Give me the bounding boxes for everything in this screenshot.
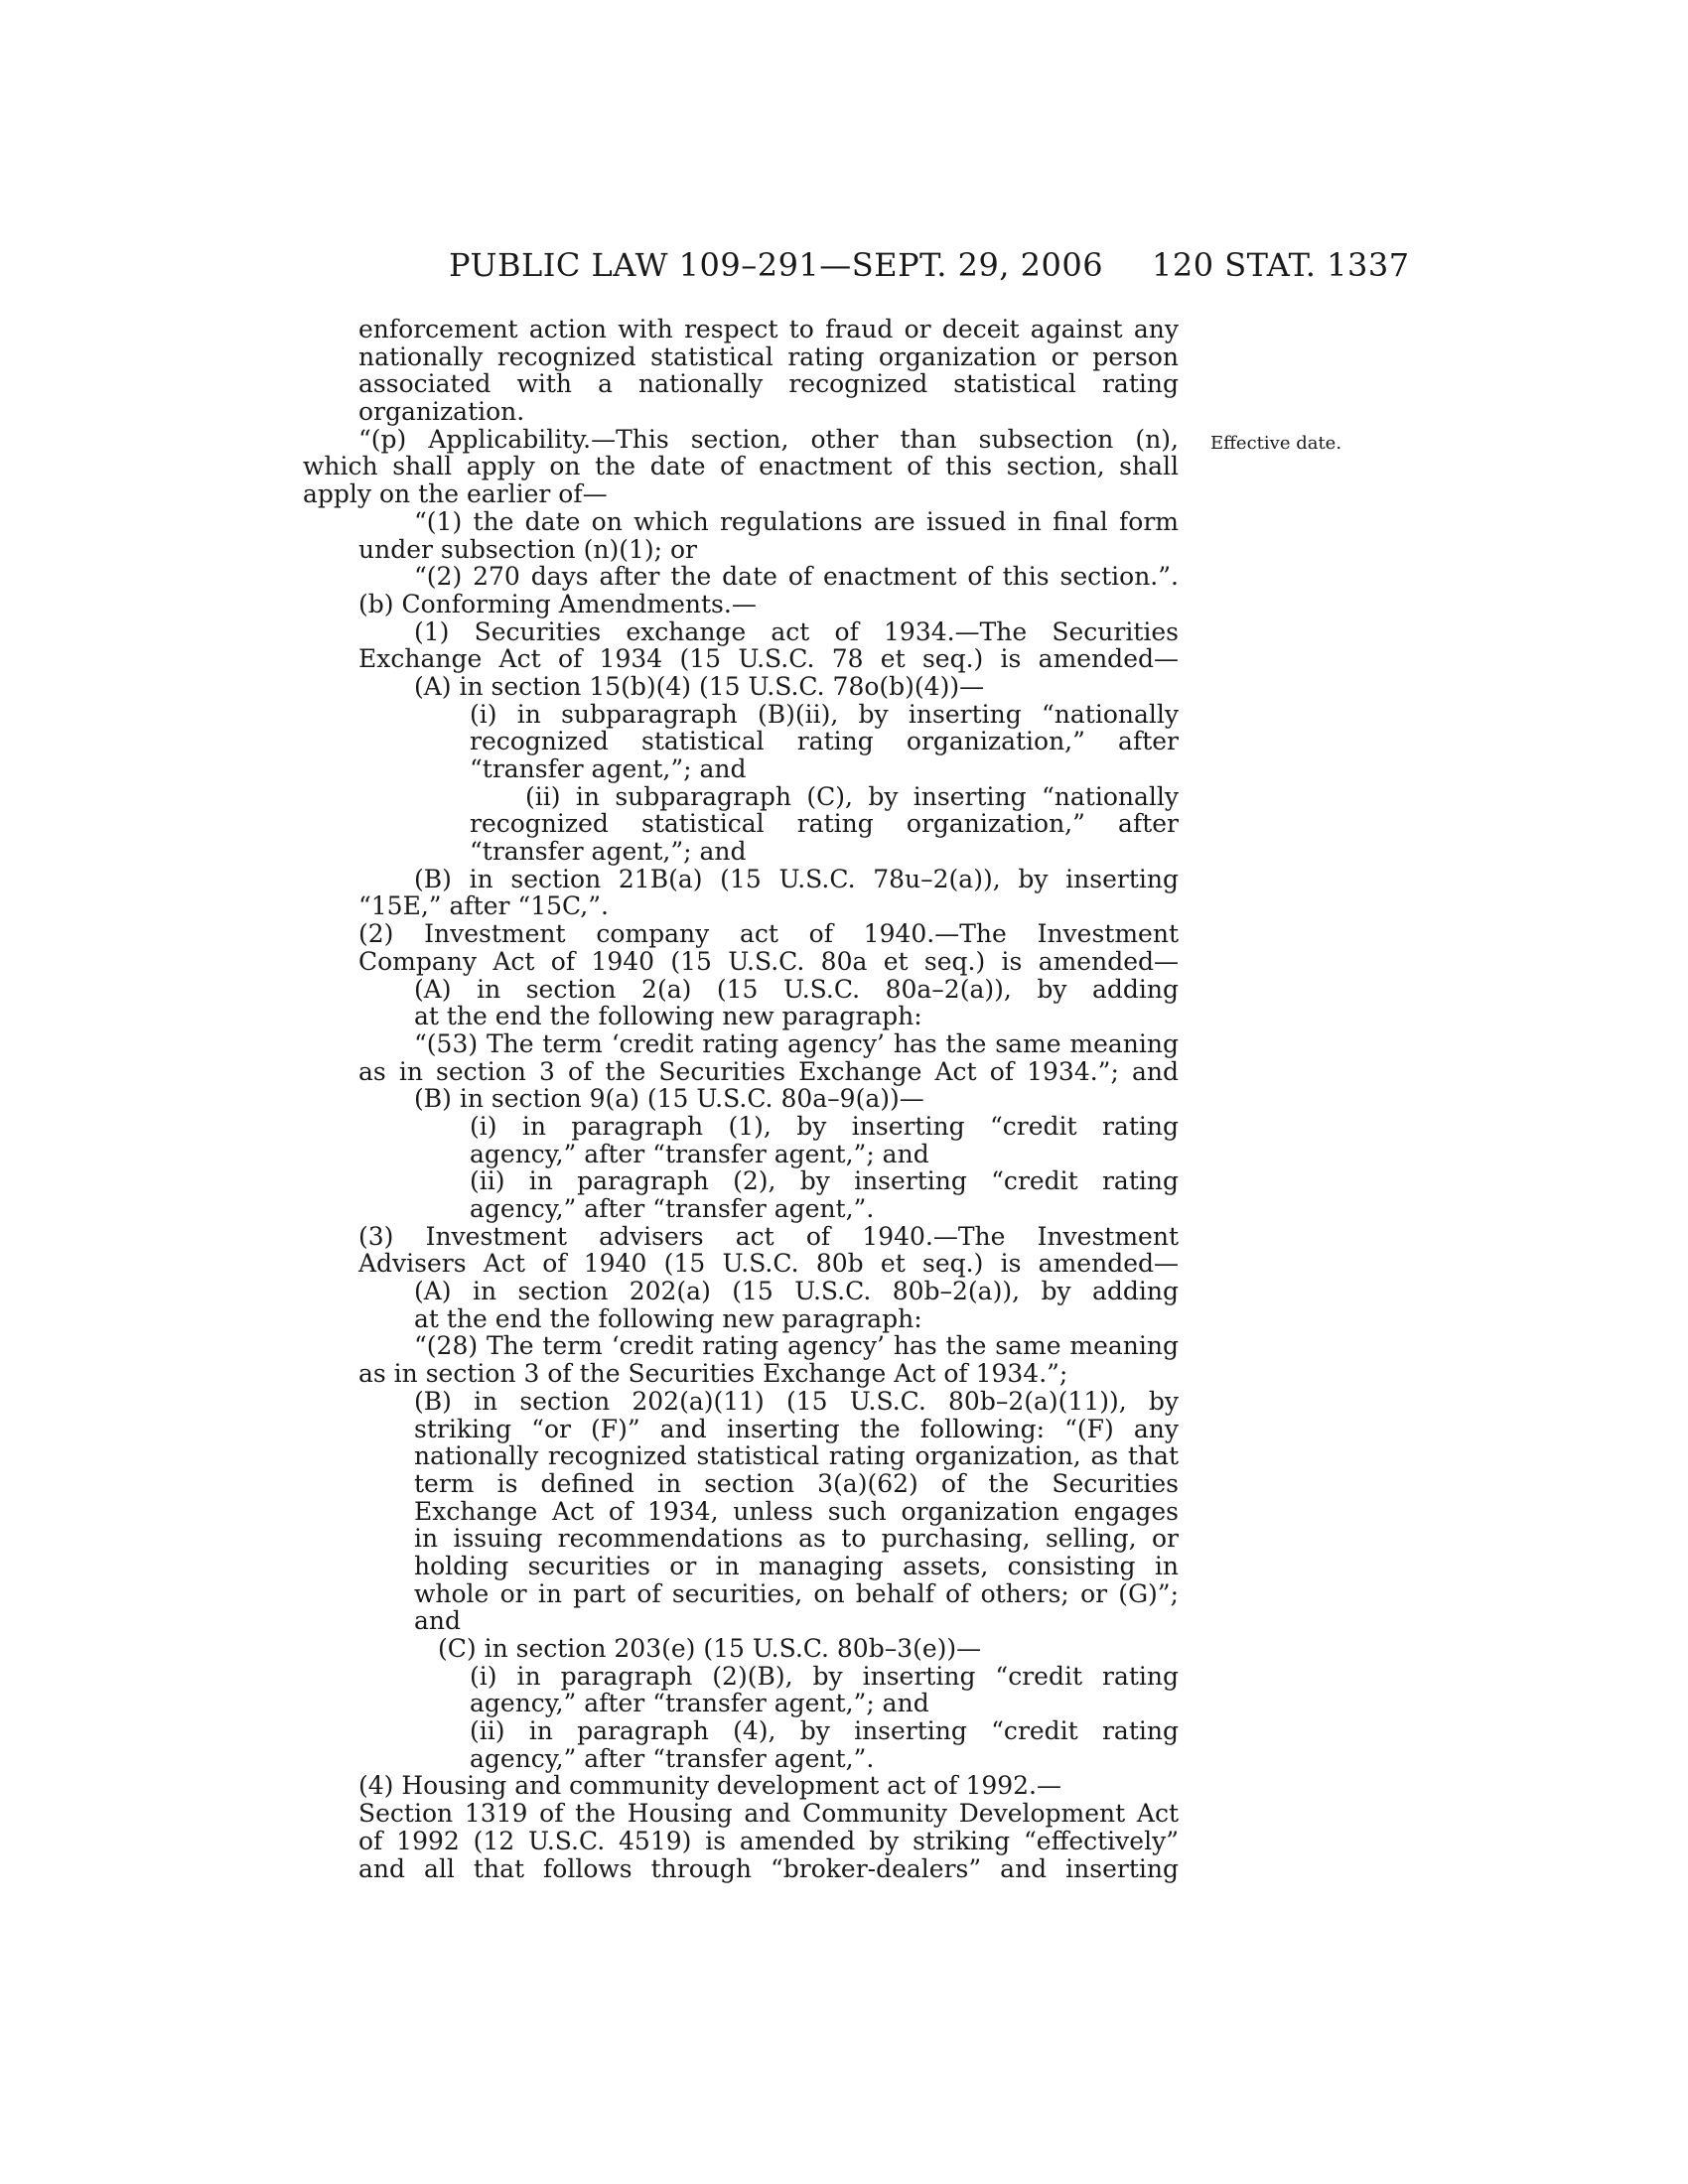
text-line: agency,” after “transfer agent,”. xyxy=(470,1743,875,1773)
page-number-header: 120 STAT. 1337 xyxy=(1152,246,1410,284)
text-line: (2) Investment company act of 1940.—The Investment xyxy=(358,919,1179,949)
text-line: recognized statistical rating organization,” after xyxy=(470,809,1179,839)
text-line: (4) Housing and community development act of 1992.— xyxy=(358,1771,1062,1801)
text-line: recognized statistical rating organization,” after xyxy=(470,727,1179,756)
text-line: enforcement action with respect to fraud or deceit against any xyxy=(358,315,1179,343)
text-line: whole or in part of securities, on behalf of others; or (G)”; xyxy=(414,1578,1179,1608)
text-line: “(p) Applicability.—This section, other than subsection (n), xyxy=(358,424,1179,454)
text-line: Advisers Act of 1940 (15 U.S.C. 80b et seq.) is amended— xyxy=(358,1249,1179,1279)
text-line: “15E,” after “15C,”. xyxy=(358,891,609,921)
text-line: at the end the following new paragraph: xyxy=(414,1002,922,1031)
text-line: (3) Investment advisers act of 1940.—The Investment xyxy=(358,1221,1179,1251)
text-line: (A) in section 202(a) (15 U.S.C. 80b–2(a)), by adding xyxy=(414,1277,1179,1306)
text-line: Company Act of 1940 (15 U.S.C. 80a et seq.) is amended— xyxy=(358,946,1179,976)
text-line: (i) in subparagraph (B)(ii), by inserting “nationally xyxy=(470,699,1179,729)
document-body xyxy=(303,316,1179,1882)
text-line: Exchange Act of 1934 (15 U.S.C. 78 et seq.) is amended— xyxy=(358,644,1179,674)
text-line: as in section 3 of the Securities Exchange Act of 1934.”; xyxy=(358,1359,1068,1389)
text-line: at the end the following new paragraph: xyxy=(414,1303,922,1333)
text-line: Section 1319 of the Housing and Community Development Act xyxy=(358,1799,1179,1829)
text-line: (ii) in paragraph (2), by inserting “credit rating xyxy=(470,1166,1179,1196)
text-line: holding securities or in managing assets, consisting in xyxy=(414,1551,1179,1580)
text-line: apply on the earlier of— xyxy=(303,479,608,509)
text-line: which shall apply on the date of enactment of this section, shall xyxy=(303,452,1179,481)
text-line: Exchange Act of 1934, unless such organization engages xyxy=(414,1496,1179,1526)
text-line: (B) in section 9(a) (15 U.S.C. 80a–9(a))— xyxy=(414,1084,924,1114)
text-line: (A) in section 15(b)(4) (15 U.S.C. 78o(b)(4))— xyxy=(414,671,985,701)
text-line: (B) in section 21B(a) (15 U.S.C. 78u–2(a)), by inserting xyxy=(414,864,1179,893)
text-line: and all that follows through “broker-dealers” and inserting xyxy=(358,1853,1179,1883)
text-line: (i) in paragraph (1), by inserting “credit rating xyxy=(470,1111,1179,1141)
text-line: agency,” after “transfer agent,”; and xyxy=(470,1689,929,1718)
text-line: of 1992 (12 U.S.C. 4519) is amended by striking “effectively” xyxy=(358,1826,1179,1855)
text-line: agency,” after “transfer agent,”. xyxy=(470,1194,875,1223)
text-line: (1) Securities exchange act of 1934.—The Securities xyxy=(414,616,1179,646)
text-line: (B) in section 202(a)(11) (15 U.S.C. 80b–2(a)(11)), by xyxy=(414,1386,1179,1416)
text-line: term is defined in section 3(a)(62) of the Securities xyxy=(414,1468,1179,1498)
margin-note: Effective date. xyxy=(1210,433,1342,454)
text-line: agency,” after “transfer agent,”; and xyxy=(470,1139,929,1168)
text-line: “(2) 270 days after the date of enactment of this section.”. xyxy=(414,562,1179,592)
text-line: (b) Conforming Amendments.— xyxy=(358,589,757,618)
text-line: associated with a nationally recognized statistical rating xyxy=(358,369,1179,399)
text-line: “(1) the date on which regulations are issued in final form xyxy=(414,506,1179,536)
text-line: “(28) The term ‘credit rating agency’ has the same meaning xyxy=(414,1331,1179,1361)
text-line: as in section 3 of the Securities Exchange Act of 1934.”; and xyxy=(358,1056,1179,1086)
text-line: and xyxy=(414,1606,462,1636)
text-line: (ii) in subparagraph (C), by inserting “nationally xyxy=(525,781,1179,811)
text-line: nationally recognized statistical rating organization or person xyxy=(358,341,1179,371)
text-line: striking “or (F)” and inserting the following: “(F) any xyxy=(414,1414,1179,1443)
text-line: under subsection (n)(1); or xyxy=(358,534,697,564)
text-line: (ii) in paragraph (4), by inserting “credit rating xyxy=(470,1716,1179,1746)
text-line: organization. xyxy=(358,397,525,427)
text-line: in issuing recommendations as to purchasing, selling, or xyxy=(414,1524,1179,1554)
text-line: (i) in paragraph (2)(B), by inserting “credit rating xyxy=(470,1661,1179,1691)
text-line: “transfer agent,”; and xyxy=(470,837,747,867)
running-header-left: PUBLIC LAW 109–291—SEPT. 29, 2006 xyxy=(449,246,1104,284)
text-line: (A) in section 2(a) (15 U.S.C. 80a–2(a)), by adding xyxy=(414,974,1179,1004)
text-line: “(53) The term ‘credit rating agency’ has the same meaning xyxy=(414,1028,1179,1058)
text-line: (C) in section 203(e) (15 U.S.C. 80b–3(e))— xyxy=(438,1634,982,1663)
text-line: “transfer agent,”; and xyxy=(470,754,747,783)
text-line: nationally recognized statistical rating organization, as that xyxy=(414,1441,1179,1471)
